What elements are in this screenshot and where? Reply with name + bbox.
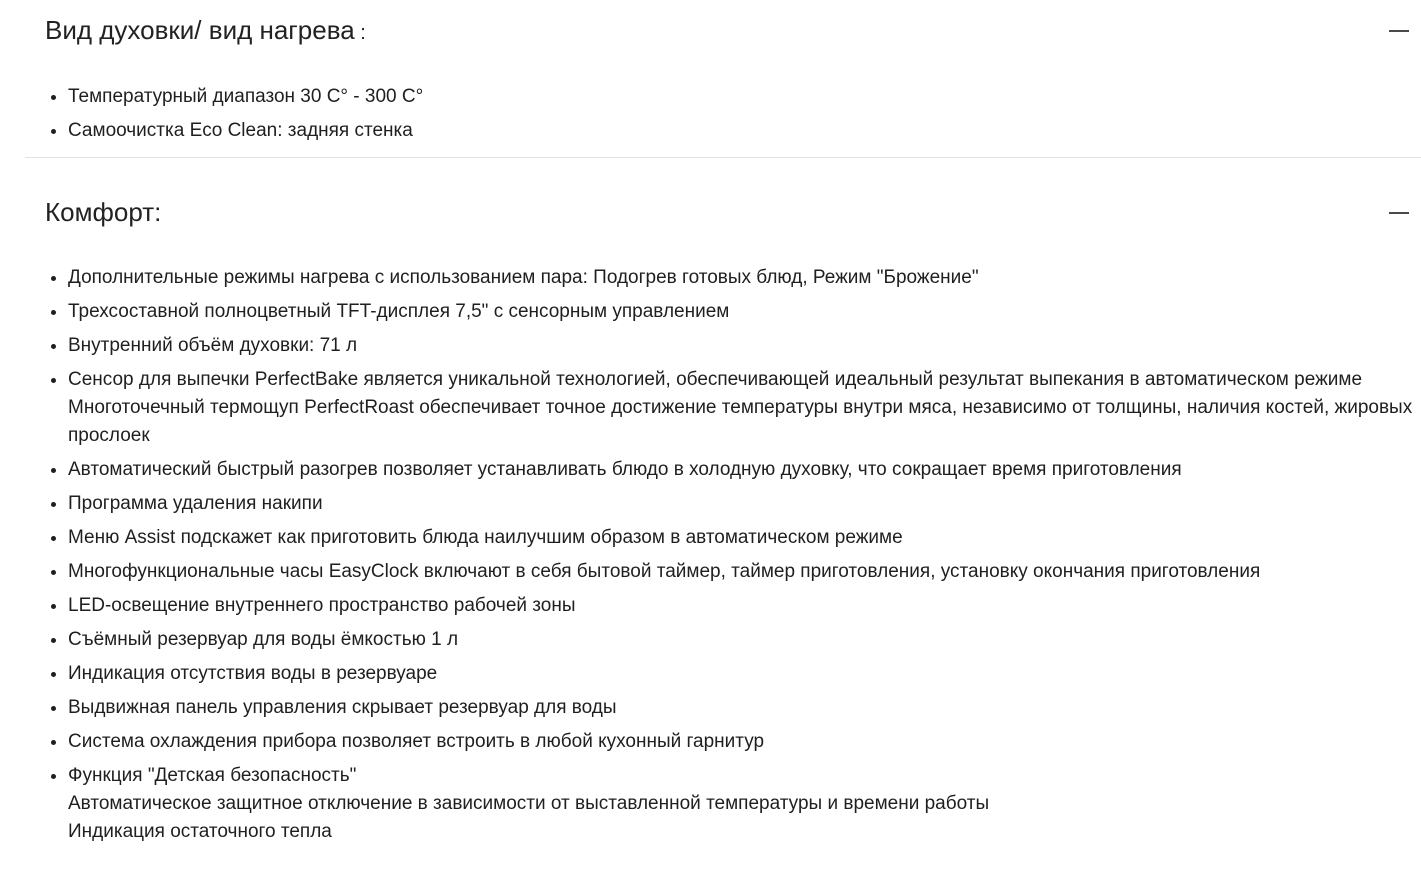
- section-title: [45, 194, 161, 230]
- list-item: [68, 694, 1413, 722]
- list-item: [68, 660, 1413, 688]
- list-item-text: • Дополнительные режимы нагрева с использованием пара: Подогрев готовых блюд, Режим "Брожение": [68, 267, 979, 288]
- list-item-text: • Самоочистка Eco Clean: задняя стенка: [68, 120, 413, 141]
- list-item-text: • Температурный диапазон 30 C° - 300 C°: [68, 86, 424, 107]
- list-item: [68, 264, 1413, 292]
- minus-icon: [1389, 30, 1409, 32]
- list-item-text: • Трехсоставной полноцветный TFT-дисплея 7,5" с сенсорным управлением: [68, 301, 730, 322]
- section-title-text: Вид духовки/ вид нагрева: [45, 15, 355, 45]
- comfort-section-header[interactable]: [25, 194, 1421, 234]
- list-item: [68, 366, 1413, 450]
- collapse-toggle-button[interactable]: [1389, 202, 1411, 224]
- list-item-text: • Индикация отсутствия воды в резервуаре: [68, 663, 438, 684]
- list-item: [68, 332, 1413, 360]
- list-item-subtext: Индикация остаточного тепла: [68, 821, 332, 842]
- list-item: [68, 117, 1413, 145]
- list-item-text: • Внутренний объём духовки: 71 л: [68, 335, 358, 356]
- collapse-toggle-button[interactable]: [1389, 20, 1411, 42]
- list-item: [68, 490, 1413, 518]
- list-item-text: • Система охлаждения прибора позволяет встроить в любой кухонный гарнитур: [68, 731, 765, 752]
- list-item: [68, 728, 1413, 756]
- list-item-text: • Меню Assist подскажет как приготовить блюда наилучшим образом в автоматическом режиме: [68, 527, 903, 548]
- section-title: [45, 12, 366, 51]
- list-item-text: • LED-освещение внутреннего пространство рабочей зоны: [68, 595, 576, 616]
- list-item: [68, 456, 1413, 484]
- minus-icon: [1389, 212, 1409, 214]
- list-item-text: • Выдвижная панель управления скрывает резервуар для воды: [68, 697, 617, 718]
- list-item: [68, 558, 1413, 586]
- feature-list: [45, 264, 1413, 852]
- section-title-suffix: :: [354, 22, 366, 44]
- list-item: [68, 83, 1413, 111]
- oven-type-section-header[interactable]: [25, 12, 1421, 52]
- list-item-text: • Многофункциональные часы EasyClock включают в себя бытовой таймер, таймер приготовления, установку окончания приготовления: [68, 561, 1261, 582]
- list-item-text: • Съёмный резервуар для воды ёмкостью 1 л: [68, 629, 459, 650]
- section-divider: [25, 157, 1421, 158]
- list-item-subtext: Многоточечный термощуп PerfectRoast обеспечивает точное достижение температуры внутри мяса, независимо от толщины, наличия костей, жировых прослоек: [68, 397, 1413, 446]
- section-title-text: Комфорт:: [45, 197, 162, 227]
- list-item: [68, 524, 1413, 552]
- list-item: [68, 626, 1413, 654]
- list-item: [68, 762, 1413, 846]
- list-item: [68, 298, 1413, 326]
- list-item-text: • Функция "Детская безопасность": [68, 765, 357, 786]
- feature-list: [45, 83, 1413, 151]
- list-item: [68, 592, 1413, 620]
- list-item-text: • Автоматический быстрый разогрев позволяет устанавливать блюдо в холодную духовку, что сокращает время приготовления: [68, 459, 1182, 480]
- list-item-text: • Программа удаления накипи: [68, 493, 323, 514]
- list-item-text: • Сенсор для выпечки PerfectBake является уникальной технологией, обеспечивающей идеальный результат выпекания в автоматическом режиме: [68, 369, 1363, 390]
- list-item-subtext: Автоматическое защитное отключение в зависимости от выставленной температуры и времени работы: [68, 793, 990, 814]
